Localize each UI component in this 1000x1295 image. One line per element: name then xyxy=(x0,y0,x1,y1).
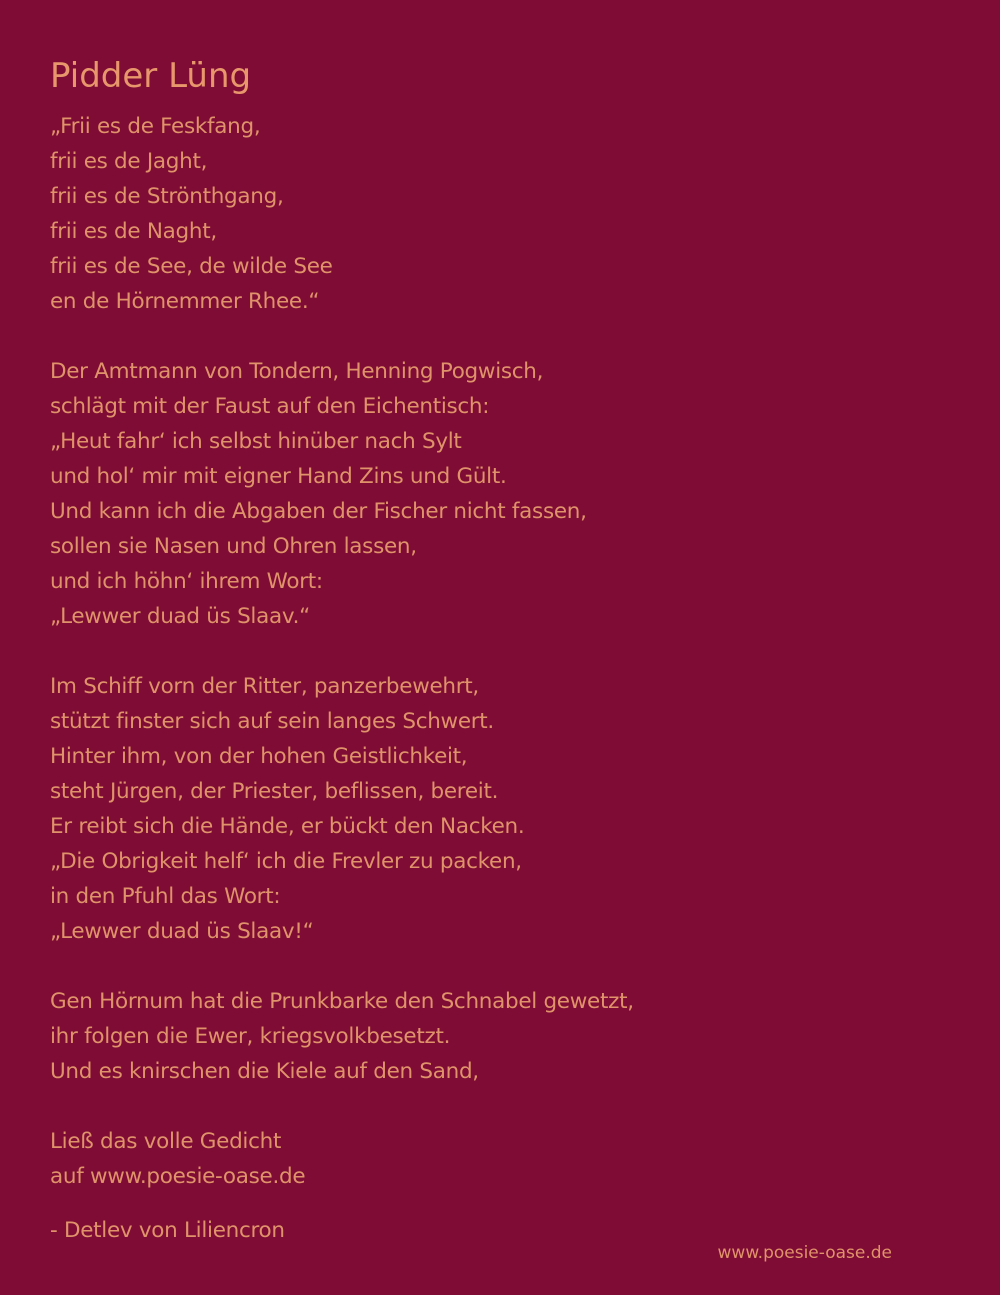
poem-line: stützt finster sich auf sein langes Schwert. xyxy=(50,709,494,734)
poem-line: Und kann ich die Abgaben der Fischer nicht fassen, xyxy=(50,499,587,524)
poem-line: frii es de See, de wilde See xyxy=(50,254,333,279)
poem-line: Hinter ihm, von der hohen Geistlichkeit, xyxy=(50,744,468,769)
poem-line: Der Amtmann von Tondern, Henning Pogwisch, xyxy=(50,359,544,384)
stanza-3 xyxy=(50,669,950,949)
poem-line: Gen Hörnum hat die Prunkbarke den Schnabel gewetzt, xyxy=(50,989,634,1014)
stanza-2 xyxy=(50,354,950,634)
poem-line: „Frii es de Feskfang, xyxy=(50,114,261,139)
poem-line: „Die Obrigkeit helf‘ ich die Frevler zu packen, xyxy=(50,849,522,874)
poem-line: steht Jürgen, der Priester, beflissen, bereit. xyxy=(50,779,499,804)
poem-line: en de Hörnemmer Rhee.“ xyxy=(50,289,320,314)
poem-line: und ich höhn‘ ihrem Wort: xyxy=(50,569,323,594)
poem-line: frii es de Strönthgang, xyxy=(50,184,284,209)
poem-author: - Detlev von Liliencron xyxy=(50,1218,285,1243)
poem-line: und hol‘ mir mit eigner Hand Zins und Gült. xyxy=(50,464,507,489)
poem-line: „Lewwer duad üs Slaav!“ xyxy=(50,919,314,944)
stanza-4 xyxy=(50,984,950,1089)
poem-line: in den Pfuhl das Wort: xyxy=(50,884,281,909)
poem-body xyxy=(50,109,950,1229)
poem-line: auf www.poesie-oase.de xyxy=(50,1164,306,1189)
poem-line: frii es de Jaght, xyxy=(50,149,208,174)
poem-line: „Lewwer duad üs Slaav.“ xyxy=(50,604,310,629)
poem-line: sollen sie Nasen und Ohren lassen, xyxy=(50,534,417,559)
poem-line: Und es knirschen die Kiele auf den Sand, xyxy=(50,1059,479,1084)
poem-line: Ließ das volle Gedicht xyxy=(50,1129,282,1154)
poem-line: „Heut fahr‘ ich selbst hinüber nach Sylt xyxy=(50,429,462,454)
read-more-note xyxy=(50,1124,950,1194)
stanza-1 xyxy=(50,109,950,319)
poem-title: Pidder Lüng xyxy=(50,56,252,96)
poem-line: ihr folgen die Ewer, kriegsvolkbesetzt. xyxy=(50,1024,451,1049)
poem-line: Er reibt sich die Hände, er bückt den Nacken. xyxy=(50,814,525,839)
poem-line: schlägt mit der Faust auf den Eichentisch: xyxy=(50,394,490,419)
poem-line: frii es de Naght, xyxy=(50,219,217,244)
poem-line: Im Schiff vorn der Ritter, panzerbewehrt, xyxy=(50,674,479,699)
site-watermark: www.poesie-oase.de xyxy=(717,1243,892,1263)
